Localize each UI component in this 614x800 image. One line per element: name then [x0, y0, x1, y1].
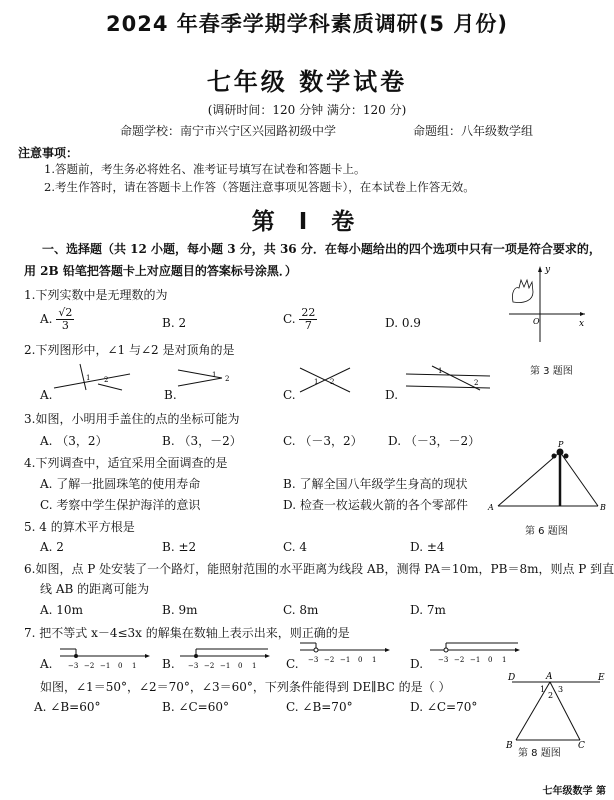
- angle-label: 2: [225, 375, 230, 383]
- point-b-label: B: [600, 503, 606, 512]
- line: [98, 384, 122, 390]
- figure-3-caption: 第 3 题图: [530, 366, 573, 377]
- point-d-label: D: [508, 673, 516, 683]
- tick-label: −2: [84, 662, 95, 670]
- hollow-point: [314, 648, 318, 652]
- solid-point: [74, 654, 78, 658]
- tick-label: −2: [454, 656, 465, 664]
- hand-icon: [512, 280, 533, 303]
- question-2-option-b[interactable]: B.: [164, 388, 177, 402]
- tick-label: −1: [340, 656, 351, 664]
- figure-6-caption: 第 6 题图: [525, 526, 568, 537]
- question-8-option-b[interactable]: B. ∠C=60°: [162, 700, 230, 714]
- question-6-option-a[interactable]: A. 10m: [40, 603, 83, 617]
- question-7-option-b[interactable]: B.: [162, 657, 175, 671]
- tick-label: 0: [238, 662, 243, 670]
- point-b-label: B: [506, 741, 513, 751]
- question-7-number-line-b: [180, 644, 272, 670]
- tick-label: 0: [358, 656, 363, 664]
- question-3-option-d[interactable]: D. （－3，－2）: [388, 434, 481, 448]
- angle-label: 1: [438, 367, 443, 375]
- angle-label: 1: [314, 378, 319, 386]
- question-4-stem: 4.下列调查中，适宜采用全面调查的是: [24, 456, 228, 470]
- line: [178, 378, 222, 386]
- notes-title: 注意事项：: [18, 146, 79, 160]
- section-instructions-line2: 用 2B 铅笔把答题卡上对应题目的答案标号涂黑．）: [24, 264, 297, 278]
- exam-header-title: 2024 年春季学期学科素质调研(5 月份): [106, 12, 508, 36]
- section-instructions-line1: 一、选择题（共 12 小题，每小题 3 分，共 36 分．在每小题给出的四个选项中只有一项是符合要求的，: [42, 242, 601, 256]
- lamp-icon: [564, 454, 569, 459]
- question-6-stem-line1: 6.如图，点 P 处安装了一个路灯，能照射范围的水平距离为线段 AB，测得 PA＝10m，PB＝8m，则点 P 到直: [24, 562, 614, 576]
- question-8-option-d[interactable]: D. ∠C=70°: [410, 700, 478, 714]
- question-6-option-c[interactable]: C. 8m: [283, 603, 319, 617]
- tick-label: −1: [470, 656, 481, 664]
- solid-point: [194, 654, 198, 658]
- fraction-numerator: √2: [58, 306, 73, 319]
- note-item: 1.答题前，考生务必将姓名、准考证号填写在试卷和答题卡上。: [44, 162, 366, 176]
- question-5-option-a[interactable]: A. 2: [40, 540, 64, 554]
- question-7-number-line-c: [300, 638, 392, 664]
- tick-label: 1: [372, 656, 377, 664]
- tick-label: 1: [132, 662, 137, 670]
- tick-label: 1: [502, 656, 507, 664]
- option-label: A.: [40, 312, 53, 326]
- point-a-label: A: [488, 503, 494, 512]
- question-6-stem-line2: 线 AB 的距离可能为: [40, 582, 150, 596]
- tick-label: −2: [324, 656, 335, 664]
- question-2-stem: 2.下列图形中，∠1 与∠2 是对顶角的是: [24, 343, 235, 357]
- question-4-option-a[interactable]: A. 了解一批圆珠笔的使用寿命: [40, 477, 201, 491]
- proposing-school: 命题学校：南宁市兴宁区兴园路初级中学: [120, 124, 337, 138]
- figure-8-caption: 第 8 题图: [518, 748, 561, 759]
- tick-label: −2: [204, 662, 215, 670]
- tick-label: −1: [100, 662, 111, 670]
- y-axis-label: y: [545, 265, 551, 275]
- question-7-option-d[interactable]: D.: [410, 657, 424, 671]
- point-c-label: C: [578, 741, 585, 751]
- question-7-number-line-a: [60, 644, 152, 670]
- tick-label: −3: [438, 656, 449, 664]
- tick-label: −1: [220, 662, 231, 670]
- question-1-option-c[interactable]: [283, 307, 317, 332]
- proposing-group: 命题组：八年级数学组: [413, 124, 534, 138]
- angle-label: 3: [558, 685, 564, 694]
- question-5-stem: 5. 4 的算术平方根是: [24, 520, 135, 534]
- tick-label: −3: [308, 656, 319, 664]
- lamp-icon: [552, 454, 557, 459]
- question-3-option-b[interactable]: B. （3，－2）: [162, 434, 242, 448]
- question-2-option-c[interactable]: C.: [283, 388, 296, 402]
- question-5-option-d[interactable]: D. ±4: [410, 540, 445, 554]
- fraction: [56, 307, 74, 332]
- question-2-figure-c: [296, 364, 356, 394]
- angle-label: 2: [548, 691, 554, 700]
- question-3-option-c[interactable]: C. （－3，2）: [283, 434, 363, 448]
- question-3-option-a[interactable]: A. （3，2）: [40, 434, 108, 448]
- fraction: [299, 307, 317, 332]
- note-item: 2.考生作答时，请在答题卡上作答（答题注意事项见答题卡），在本试卷上作答无效。: [44, 180, 475, 194]
- question-1-stem: 1.下列实数中是无理数的为: [24, 288, 168, 302]
- fraction-denominator: 7: [304, 319, 312, 332]
- figure-8-triangle: [506, 672, 606, 752]
- question-5-option-b[interactable]: B. ±2: [162, 540, 197, 554]
- arrow: [385, 648, 390, 652]
- origin-label: O: [533, 317, 540, 326]
- question-8-option-c[interactable]: C. ∠B=70°: [286, 700, 353, 714]
- exam-title: 七年级 数学试卷: [206, 68, 408, 96]
- question-1-option-b[interactable]: B. 2: [162, 316, 187, 330]
- question-6-option-d[interactable]: D. 7m: [410, 603, 446, 617]
- volume-title: 第 Ⅰ 卷: [251, 209, 363, 235]
- lamp-icon: [557, 449, 564, 456]
- question-7-number-line-d: [430, 638, 522, 664]
- question-7-stem: 7. 把不等式 x－4≤3x 的解集在数轴上表示出来，则正确的是: [24, 626, 350, 640]
- page-footer: 七年级数学 第: [542, 786, 606, 797]
- question-2-option-a[interactable]: A.: [40, 388, 53, 402]
- question-3-stem: 3.如图，小明用手盖住的点的坐标可能为: [24, 412, 240, 426]
- question-7-option-a[interactable]: A.: [40, 657, 53, 671]
- angle-label: 2: [104, 376, 109, 384]
- question-6-option-b[interactable]: B. 9m: [162, 603, 198, 617]
- arrow: [145, 654, 150, 658]
- tick-label: 0: [118, 662, 123, 670]
- question-4-option-d[interactable]: D. 检查一枚运载火箭的各个零部件: [283, 498, 468, 512]
- arrow: [265, 654, 270, 658]
- question-1-option-d[interactable]: D. 0.9: [385, 316, 421, 330]
- question-2-figure-b: [176, 364, 236, 392]
- question-4-option-c[interactable]: C. 考察中学生保护海洋的意识: [40, 498, 201, 512]
- question-2-figure-a: [52, 362, 132, 392]
- figure-3-coordinate-plane: [505, 262, 590, 342]
- angle-label: 1: [540, 685, 546, 694]
- point-e-label: E: [598, 673, 605, 683]
- exam-subtitle: (调研时间：120 分钟 满分：120 分): [207, 103, 407, 117]
- question-4-option-b[interactable]: B. 了解全国八年级学生身高的现状: [283, 477, 468, 491]
- question-1-option-a[interactable]: [40, 307, 74, 332]
- option-label: C.: [283, 312, 296, 326]
- segment-pb: [560, 452, 598, 506]
- x-axis-label: x: [579, 319, 585, 329]
- angle-label: 2: [474, 379, 479, 387]
- segment-ac: [550, 682, 580, 740]
- y-axis-arrow: [538, 266, 542, 272]
- angle-label: 1: [212, 371, 217, 379]
- question-2-option-d[interactable]: D.: [385, 388, 399, 402]
- angle-label: 1: [86, 374, 91, 382]
- question-5-option-c[interactable]: C. 4: [283, 540, 308, 554]
- question-7-option-c[interactable]: C.: [286, 657, 299, 671]
- segment-pa: [498, 452, 560, 506]
- line: [54, 374, 130, 388]
- tick-label: −3: [188, 662, 199, 670]
- figure-6-street-lamp: [488, 440, 608, 516]
- tick-label: 0: [488, 656, 493, 664]
- question-8-stem: 如图，∠1＝50°，∠2＝70°，∠3＝60°，下列条件能得到 DE∥BC 的是（ ）: [40, 680, 451, 694]
- x-axis-arrow: [580, 312, 585, 316]
- question-8-option-a[interactable]: A. ∠B=60°: [34, 700, 101, 714]
- fraction-denominator: 3: [61, 319, 69, 332]
- hollow-point: [444, 648, 448, 652]
- angle-label: 2: [330, 378, 335, 386]
- tick-label: −3: [68, 662, 79, 670]
- point-p-label: P: [558, 440, 564, 449]
- arrow: [515, 648, 520, 652]
- fraction-numerator: 22: [301, 306, 316, 319]
- tick-label: 1: [252, 662, 257, 670]
- point-a-label: A: [546, 672, 553, 682]
- question-2-figure-d: [404, 364, 494, 392]
